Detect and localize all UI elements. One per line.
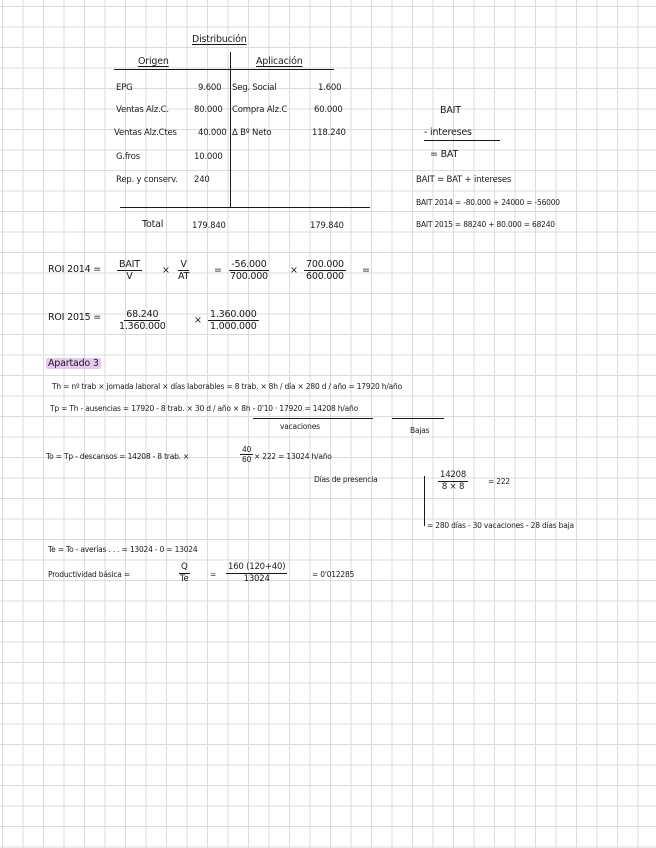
equals-sign: =	[214, 265, 222, 276]
multiply-sign: ×	[194, 315, 202, 326]
table-center-rule	[230, 52, 231, 208]
roi-2014-fraction-assets: $\frac{700.000}{600.000}$	[306, 259, 344, 282]
bait-label: BAIT	[440, 105, 461, 116]
multiply-sign: ×	[162, 265, 170, 276]
bait-minus-interest: - intereses	[424, 127, 472, 138]
to-formula-end: × 222 = 13024 h/año	[254, 452, 332, 461]
roi-2015-fraction-1: $\frac{68.240}{1.360.000}$	[119, 309, 166, 332]
origin-label: G.fros	[116, 152, 141, 162]
bait-formula: BAIT = BAT + intereses	[416, 175, 512, 185]
origin-label: Ventas Alz.C.	[116, 105, 169, 115]
total-label: Total	[142, 219, 164, 230]
application-value: 1.600	[318, 83, 342, 93]
origin-value: 9.600	[198, 83, 222, 93]
roi-2014-fraction-bait-v: BAIT V	[119, 259, 140, 282]
multiply-sign: ×	[290, 265, 298, 276]
vacations-label: vacaciones	[280, 422, 320, 431]
tp-formula: Tp = Th - ausencias = 17920 - 8 trab. × 30 d / año × 8h - 0'10 · 17920 = 14208 h/año	[50, 404, 358, 413]
bait-sum-rule	[424, 140, 500, 141]
table-header-rule	[114, 69, 334, 70]
roi-2014-fraction-v-at: $\frac{V}{AT}$	[178, 259, 190, 282]
application-label: Seg. Social	[232, 83, 277, 93]
bait-2014: BAIT 2014 = -80.000 + 24000 = -56000	[416, 198, 560, 207]
th-formula: Th = nº trab × jornada laboral × días laborables = 8 trab. × 8h / día × 280 d / año = 17920 h/año	[52, 382, 403, 391]
origin-value: 10.000	[194, 152, 223, 162]
roi-2015-label: ROI 2015 =	[48, 312, 102, 323]
origin-label: Rep. y conserv.	[116, 175, 178, 185]
to-fraction-40-60: $\frac{40}{60}$	[242, 445, 252, 464]
leaves-label: Bajas	[410, 426, 430, 435]
working-days-breakdown: = 280 días - 30 vacaciones - 28 días baja	[427, 521, 574, 530]
origin-label: EPG	[116, 83, 133, 93]
total-origin-value: 179.840	[192, 221, 226, 231]
presence-bracket-rule	[424, 476, 425, 526]
bat-label: = BAT	[430, 149, 459, 160]
bait-2015: BAIT 2015 = 88240 + 80.000 = 68240	[416, 220, 555, 229]
productivity-label: Productividad básica =	[48, 570, 130, 579]
roi-2015-fraction-2: $\frac{1.360.000}{1.000.000}$	[210, 309, 257, 332]
to-formula-start: To = Tp - descansos = 14208 - 8 trab. ×	[46, 452, 190, 461]
application-value: 118.240	[312, 128, 346, 138]
te-formula: Te = To - averías . . . = 13024 - 0 = 13024	[48, 545, 198, 554]
equals-sign: =	[210, 570, 217, 579]
table-title: Distribución	[192, 34, 247, 45]
roi-2014-fraction-values: $\frac{-56.000}{700.000}$	[230, 259, 268, 282]
roi-2014-label: ROI 2014 =	[48, 264, 102, 275]
equals-sign: =	[362, 265, 370, 276]
table-total-rule	[120, 207, 370, 208]
application-label: Compra Alz.C	[232, 105, 288, 115]
application-value: 60.000	[314, 105, 343, 115]
origin-label: Ventas Alz.Ctes	[114, 128, 177, 138]
application-label: Δ Bº Neto	[232, 128, 272, 138]
total-application-value: 179.840	[310, 221, 344, 231]
col-origin-header: Origen	[138, 56, 169, 67]
presence-fraction: $\frac{14208}{8 \times 8}$	[440, 470, 467, 492]
presence-result: = 222	[488, 477, 510, 486]
productivity-result: = 0'012285	[312, 570, 355, 579]
leaves-underbrace	[392, 418, 444, 419]
origin-value: 80.000	[194, 105, 223, 115]
vacations-underbrace	[253, 418, 373, 419]
origin-value: 240	[194, 175, 210, 185]
productivity-fraction-values: $\frac{160 (120+40)}{13024}$	[228, 562, 286, 584]
productivity-fraction-q-te: $\frac{Q}{Te}$	[180, 562, 189, 584]
section-heading: Apartado 3	[48, 358, 99, 369]
origin-value: 40.000	[198, 128, 227, 138]
col-application-header: Aplicación	[256, 56, 303, 67]
presence-days-label: Días de presencia	[314, 475, 378, 484]
